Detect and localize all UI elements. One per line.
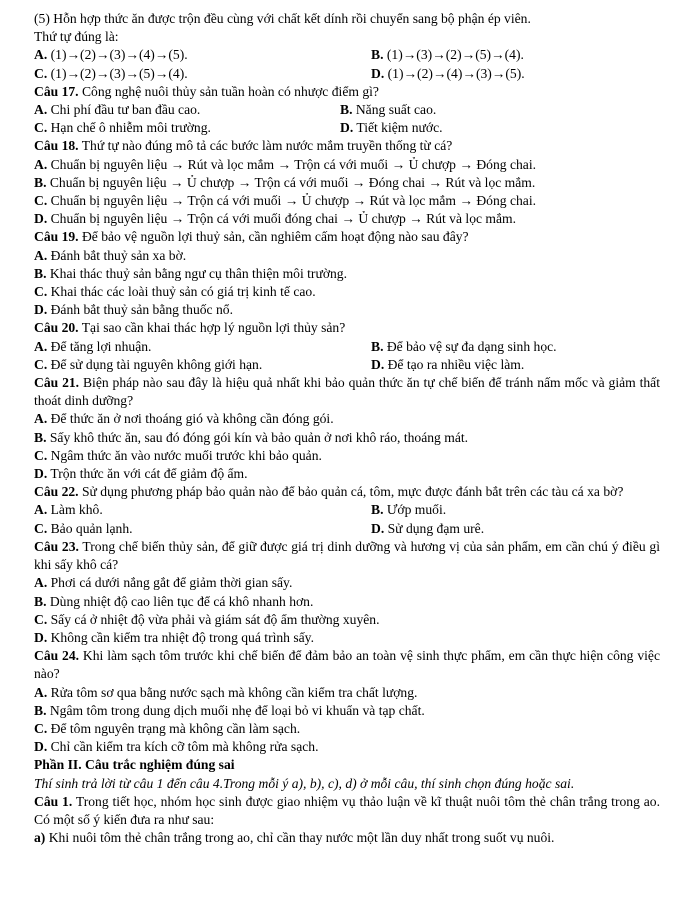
option-a[interactable]: A. (1)→(2)→(3)→(4)→(5). [34,47,188,63]
option-c[interactable]: C. Sấy cá ở nhiệt độ vừa phải và giám sát độ ẩm thường xuyên. [34,611,380,627]
option-row [34,119,660,137]
option-b[interactable]: B. Ướp muối. [371,502,447,518]
option-row [34,338,660,356]
option-b[interactable]: B. Dùng nhiệt độ cao liên tục để cá khô nhanh hơn. [34,593,314,609]
option-row [34,65,660,83]
option-d[interactable]: D. Chỉ cần kiểm tra kích cỡ tôm mà không rửa sạch. [34,739,319,755]
option-b[interactable]: B. Để bảo vệ sự đa dạng sinh học. [371,338,557,354]
question-1: Câu 1. Trong tiết học, nhóm học sinh được giao nhiệm vụ thảo luận về kĩ thuật nuôi tôm thẻ chân trắng trong ao. Có một số ý kiến đưa ra như sau: [34,793,660,827]
question-21: Câu 21. Biện pháp nào sau đây là hiệu quả nhất khi bảo quản thức ăn tự chế biến để tránh nấm mốc và giảm thất thoát dinh dưỡng? [34,375,660,409]
option-c[interactable]: C. Ngâm thức ăn vào nước muối trước khi bảo quản. [34,447,322,463]
section-heading: Phần II. Câu trắc nghiệm đúng sai [34,757,235,773]
section-instruction: Thí sinh trả lời từ câu 1 đến câu 4.Trong mỗi ý a), b), c), d) ở mỗi câu, thí sinh chọn đúng hoặc sai. [34,775,575,791]
option-a[interactable]: A. Chuẩn bị nguyên liệu → Rút và lọc mắm → Trộn cá với muối → Ủ chượp → Đóng chai. [34,156,537,172]
option-b[interactable]: B. Khai thác thuỷ sản bằng ngư cụ thân thiện môi trường. [34,265,348,281]
question-17: Câu 17. Công nghệ nuôi thủy sản tuần hoàn có nhược điểm gì? [34,83,379,99]
option-d[interactable]: D. Tiết kiệm nước. [340,120,443,136]
option-c[interactable]: C. Hạn chế ô nhiễm môi trường. [34,120,211,136]
option-c[interactable]: C. Chuẩn bị nguyên liệu → Trộn cá với muối → Ủ chượp → Rút và lọc mắm → Đóng chai. [34,193,537,209]
option-a[interactable]: A. Rửa tôm sơ qua bằng nước sạch mà không cần kiểm tra chất lượng. [34,684,418,700]
option-c[interactable]: C. Để tôm nguyên trạng mà không cần làm sạch. [34,720,301,736]
option-c[interactable]: C. Khai thác các loài thuỷ sản có giá trị kinh tế cao. [34,284,316,300]
option-row [34,356,660,374]
option-d[interactable]: D. Để tạo ra nhiều việc làm. [371,356,525,372]
option-a[interactable]: A. Chi phí đầu tư ban đầu cao. [34,102,201,118]
option-b[interactable]: B. Ngâm tôm trong dung dịch muối nhẹ để loại bỏ vi khuẩn và tạp chất. [34,702,425,718]
option-row [34,101,660,119]
order-intro: Thứ tự đúng là: [34,29,119,45]
option-a[interactable]: A. Để tăng lợi nhuận. [34,338,152,354]
option-b[interactable]: B. (1)→(3)→(2)→(5)→(4). [371,47,524,63]
statement-a[interactable]: a) Khi nuôi tôm thẻ chân trắng trong ao, chỉ cần thay nước một lần duy nhất trong suốt vụ nuôi. [34,830,555,846]
option-a[interactable]: A. Làm khô. [34,502,103,518]
option-b[interactable]: B. Năng suất cao. [340,102,437,118]
question-24: Câu 24. Khi làm sạch tôm trước khi chế biến để đảm bảo an toàn vệ sinh thực phẩm, em cần thực hiện công việc nào? [34,648,660,682]
option-b[interactable]: B. Chuẩn bị nguyên liệu → Ủ chượp → Trộn cá với muối → Đóng chai → Rút và lọc mắm. [34,174,536,190]
option-d[interactable]: D. Trộn thức ăn với cát để giảm độ ẩm. [34,466,248,482]
option-c[interactable]: C. (1)→(2)→(3)→(5)→(4). [34,65,188,81]
option-row [34,46,660,64]
option-a[interactable]: A. Để thức ăn ở nơi thoáng gió và không cần đóng gói. [34,411,334,427]
item-5-text: (5) Hỗn hợp thức ăn được trộn đều cùng với chất kết dính rồi chuyển sang bộ phận ép viên. [34,11,531,26]
question-18: Câu 18. Thứ tự nào đúng mô tả các bước làm nước mắm truyền thống từ cá? [34,138,453,154]
option-c[interactable]: C. Để sử dụng tài nguyên không giới hạn. [34,356,263,372]
question-20: Câu 20. Tại sao cần khai thác hợp lý nguồn lợi thủy sản? [34,320,346,336]
question-23: Câu 23. Trong chế biến thủy sản, để giữ được giá trị dinh dưỡng và hương vị của sản phẩm, em cần chú ý điều gì khi sấy khô cá? [34,538,660,573]
option-d[interactable]: D. Sử dụng đạm urê. [371,520,485,536]
option-d[interactable]: D. Không cần kiểm tra nhiệt độ trong quá trình sấy. [34,629,314,645]
option-b[interactable]: B. Sấy khô thức ăn, sau đó đóng gói kín và bảo quản ở nơi khô ráo, thoáng mát. [34,429,469,445]
option-row [34,520,660,538]
question-22: Câu 22. Sử dụng phương pháp bảo quản nào để bảo quản cá, tôm, mực được đánh bắt trên các tàu cá xa bờ? [34,484,624,500]
option-d[interactable]: D. (1)→(2)→(4)→(3)→(5). [371,65,525,81]
option-a[interactable]: A. Đánh bắt thuỷ sản xa bờ. [34,247,187,263]
question-19: Câu 19. Để bảo vệ nguồn lợi thuỷ sản, cần nghiêm cấm hoạt động nào sau đây? [34,229,469,245]
option-d[interactable]: D. Đánh bắt thuỷ sản bằng thuốc nổ. [34,302,233,318]
option-c[interactable]: C. Bảo quản lạnh. [34,520,133,536]
option-d[interactable]: D. Chuẩn bị nguyên liệu → Trộn cá với muối đóng chai → Ủ chượp → Rút và lọc mắm. [34,211,516,227]
option-a[interactable]: A. Phơi cá dưới nắng gắt để giảm thời gian sấy. [34,575,293,591]
option-row [34,501,660,519]
